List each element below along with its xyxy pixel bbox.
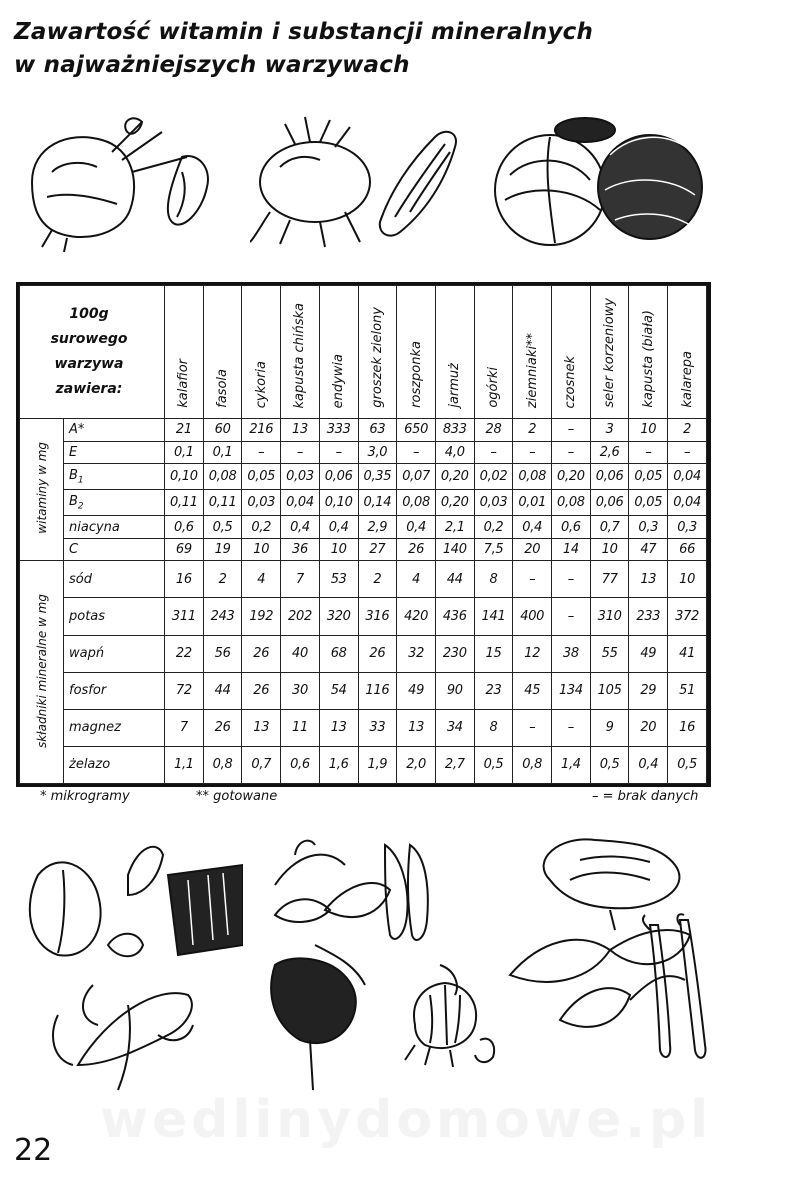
table-cell: 2,0: [397, 746, 436, 783]
table-row: [20, 464, 707, 490]
title-line-1: Zawartość witamin i substancji mineralnych: [14, 19, 594, 45]
table-cell: –: [513, 561, 552, 598]
table-cell: 0,2: [474, 516, 513, 539]
table-row: [20, 746, 707, 783]
table-header-row: [20, 286, 707, 419]
column-header-label: roszponka: [408, 341, 424, 408]
table-cell: 53: [319, 561, 358, 598]
nutrient-name: [64, 516, 165, 539]
table-cell: 2,9: [358, 516, 397, 539]
table-cell: 0,03: [474, 490, 513, 516]
table-cell: 10: [242, 538, 281, 561]
table-cell: 69: [165, 538, 204, 561]
table-row: [20, 516, 707, 539]
table-cell: 16: [668, 709, 707, 746]
column-header: [629, 286, 668, 419]
table-row: [20, 490, 707, 516]
nutrient-name-text: B: [69, 467, 78, 483]
nutrient-name: [64, 419, 165, 442]
table-cell: 2: [668, 419, 707, 442]
table-cell: 0,04: [668, 490, 707, 516]
table-cell: 0,35: [358, 464, 397, 490]
footnote-micrograms: * mikrogramy: [40, 789, 130, 804]
table-cell: 11: [281, 709, 320, 746]
table-cell: 30: [281, 672, 320, 709]
celeriac-illustration: [250, 112, 470, 252]
table-cell: 16: [165, 561, 204, 598]
table-cell: 26: [242, 672, 281, 709]
table-cell: 22: [165, 635, 204, 672]
table-cell: 10: [590, 538, 629, 561]
title-line-2: w najważniejszych warzywach: [14, 52, 410, 78]
table-cell: 0,05: [629, 464, 668, 490]
table-cell: 3,0: [358, 441, 397, 464]
corner-line-3: warzywa: [54, 356, 124, 372]
table-cell: 0,06: [590, 490, 629, 516]
table-cell: 0,04: [668, 464, 707, 490]
table-cell: 13: [281, 419, 320, 442]
table-cell: –: [319, 441, 358, 464]
table-cell: 0,05: [629, 490, 668, 516]
column-header-label: kalarepa: [679, 351, 695, 408]
table-cell: 13: [629, 561, 668, 598]
table-cell: –: [513, 441, 552, 464]
table-cell: –: [397, 441, 436, 464]
page-title: [14, 16, 593, 82]
table-cell: 7,5: [474, 538, 513, 561]
footnote-no-data: – = brak danych: [592, 789, 699, 804]
table-cell: 20: [629, 709, 668, 746]
table-cell: 44: [435, 561, 474, 598]
table-cell: 13: [242, 709, 281, 746]
table-cell: 77: [590, 561, 629, 598]
table-cell: 105: [590, 672, 629, 709]
table-cell: 2: [203, 561, 242, 598]
table-cell: 0,03: [242, 490, 281, 516]
column-header-label: jarmuż: [447, 363, 463, 408]
table-cell: 0,1: [165, 441, 204, 464]
table-cell: 15: [474, 635, 513, 672]
table-row: [20, 561, 707, 598]
table-cell: 0,14: [358, 490, 397, 516]
table-cell: 0,4: [629, 746, 668, 783]
table-cell: 140: [435, 538, 474, 561]
column-header: [474, 286, 513, 419]
table-cell: 134: [552, 672, 591, 709]
nutrient-name: [64, 746, 165, 783]
nutrient-table: [16, 282, 711, 787]
table-cell: 1,4: [552, 746, 591, 783]
table-cell: 66: [668, 538, 707, 561]
column-header: [281, 286, 320, 419]
table-cell: 333: [319, 419, 358, 442]
table-cell: –: [552, 598, 591, 635]
column-header-label: fasola: [215, 369, 231, 408]
table-row: [20, 635, 707, 672]
table-cell: 72: [165, 672, 204, 709]
table-cell: 233: [629, 598, 668, 635]
page-number: 22: [14, 1133, 53, 1168]
table-cell: 10: [668, 561, 707, 598]
table-cell: –: [281, 441, 320, 464]
nutrient-name-text: B: [69, 493, 78, 509]
table-row: [20, 672, 707, 709]
table-cell: –: [552, 419, 591, 442]
table-cell: 0,7: [242, 746, 281, 783]
row-group-label-text: składniki mineralne w mg: [34, 593, 49, 748]
table-cell: 12: [513, 635, 552, 672]
table-cell: 0,8: [513, 746, 552, 783]
table-cell: 0,8: [203, 746, 242, 783]
table-cell: 243: [203, 598, 242, 635]
table-cell: 0,5: [203, 516, 242, 539]
table-cell: 54: [319, 672, 358, 709]
table-cell: 1,1: [165, 746, 204, 783]
table-cell: 28: [474, 419, 513, 442]
table-cell: 44: [203, 672, 242, 709]
table-cell: 0,10: [165, 464, 204, 490]
column-header-label: kalafior: [176, 359, 192, 408]
table-cell: 0,6: [552, 516, 591, 539]
table-cell: –: [668, 441, 707, 464]
column-header-label: ziemniaki**: [524, 332, 540, 408]
table-cell: 833: [435, 419, 474, 442]
table-cell: 0,3: [629, 516, 668, 539]
table-cell: 4,0: [435, 441, 474, 464]
table-cell: 32: [397, 635, 436, 672]
table-cell: –: [513, 709, 552, 746]
table-cell: 0,08: [203, 464, 242, 490]
kohlrabi-illustration: [22, 112, 227, 252]
table-cell: 36: [281, 538, 320, 561]
column-header-label: cykoria: [253, 360, 269, 408]
row-group-label: [20, 419, 64, 561]
table-cell: 34: [435, 709, 474, 746]
nutrient-name: [64, 598, 165, 635]
nutrient-name-text: sód: [69, 571, 92, 587]
table-cell: 26: [242, 635, 281, 672]
nutrient-name-text: E: [69, 444, 78, 460]
row-group-label-text: witaminy w mg: [34, 442, 49, 535]
table-cell: 41: [668, 635, 707, 672]
table-cell: 2: [358, 561, 397, 598]
cabbage-illustration: [490, 115, 710, 250]
table-cell: 27: [358, 538, 397, 561]
nutrient-name-text: niacyna: [69, 519, 120, 535]
column-header: [358, 286, 397, 419]
column-header: [435, 286, 474, 419]
row-group-label: [20, 561, 64, 784]
table-cell: 650: [397, 419, 436, 442]
table-cell: 2: [513, 419, 552, 442]
table-cell: 63: [358, 419, 397, 442]
table-cell: 310: [590, 598, 629, 635]
nutrient-subscript: 2: [77, 501, 84, 512]
peas-kale-garlic-illustration: [255, 825, 500, 1095]
column-header: [165, 286, 204, 419]
nutrient-name: [64, 464, 165, 490]
table-cell: 0,08: [552, 490, 591, 516]
table-cell: 10: [319, 538, 358, 561]
column-header-label: kapusta chińska: [292, 302, 308, 408]
nutrient-name: [64, 561, 165, 598]
table-cell: 49: [397, 672, 436, 709]
table-cell: 26: [397, 538, 436, 561]
footnote-cooked: ** gotowane: [196, 789, 278, 804]
column-header: [668, 286, 707, 419]
table-cell: 230: [435, 635, 474, 672]
corner-line-4: zawiera:: [55, 381, 123, 397]
table-cell: 14: [552, 538, 591, 561]
table-cell: 0,10: [319, 490, 358, 516]
table-cell: 0,03: [281, 464, 320, 490]
column-header: [203, 286, 242, 419]
table-cell: 40: [281, 635, 320, 672]
table-cell: 192: [242, 598, 281, 635]
table-cell: 3: [590, 419, 629, 442]
table-cell: 4: [242, 561, 281, 598]
table-cell: 0,4: [397, 516, 436, 539]
table-cell: –: [242, 441, 281, 464]
corner-line-2: surowego: [50, 331, 128, 347]
table-cell: 0,08: [397, 490, 436, 516]
table-cell: 7: [281, 561, 320, 598]
table-cell: 26: [203, 709, 242, 746]
table-cell: –: [552, 709, 591, 746]
table-cell: 0,20: [552, 464, 591, 490]
table-cell: 311: [165, 598, 204, 635]
table-cell: 13: [319, 709, 358, 746]
table-row: [20, 709, 707, 746]
table-cell: –: [629, 441, 668, 464]
column-header-label: ogórki: [485, 367, 501, 408]
table-cell: 202: [281, 598, 320, 635]
table-cell: 49: [629, 635, 668, 672]
nutrient-name-text: A*: [69, 422, 85, 438]
table-cell: 4: [397, 561, 436, 598]
table-cell: 2,6: [590, 441, 629, 464]
nutrient-name: [64, 490, 165, 516]
column-header: [590, 286, 629, 419]
table-row: [20, 441, 707, 464]
nutrient-name-text: potas: [69, 609, 106, 624]
column-header: [513, 286, 552, 419]
table-cell: 8: [474, 561, 513, 598]
column-header: [242, 286, 281, 419]
table-cell: 9: [590, 709, 629, 746]
table-cell: 0,08: [513, 464, 552, 490]
nutrient-name-text: wapń: [69, 646, 105, 662]
table-cell: 1,6: [319, 746, 358, 783]
column-header: [397, 286, 436, 419]
table-cell: 0,01: [513, 490, 552, 516]
table-cell: 0,02: [474, 464, 513, 490]
table-row: [20, 419, 707, 442]
table-corner-label: [20, 286, 165, 419]
table-cell: 10: [629, 419, 668, 442]
table-cell: 0,3: [668, 516, 707, 539]
table-cell: 29: [629, 672, 668, 709]
table-row: [20, 598, 707, 635]
table-cell: 90: [435, 672, 474, 709]
nutrient-name: [64, 672, 165, 709]
table-cell: 0,4: [281, 516, 320, 539]
table-cell: 0,5: [590, 746, 629, 783]
nutrient-name: [64, 709, 165, 746]
table-cell: 33: [358, 709, 397, 746]
table-cell: 0,05: [242, 464, 281, 490]
table-cell: 8: [474, 709, 513, 746]
table-cell: 56: [203, 635, 242, 672]
column-header-label: groszek zielony: [369, 307, 385, 408]
nutrient-name: [64, 538, 165, 561]
lettuce-beans-illustration: [500, 820, 715, 1070]
table-cell: 0,06: [319, 464, 358, 490]
nutrient-subscript: 1: [77, 475, 84, 486]
table-cell: 13: [397, 709, 436, 746]
table-cell: 26: [358, 635, 397, 672]
table-cell: –: [552, 561, 591, 598]
table-cell: 0,1: [203, 441, 242, 464]
column-header-label: czosnek: [563, 355, 579, 408]
table-cell: 0,20: [435, 464, 474, 490]
table-cell: 0,11: [165, 490, 204, 516]
table-cell: 320: [319, 598, 358, 635]
table-cell: –: [552, 441, 591, 464]
table-cell: 0,07: [397, 464, 436, 490]
table-cell: 2,1: [435, 516, 474, 539]
column-header: [319, 286, 358, 419]
nutrient-name-text: magnez: [69, 720, 121, 736]
table-cell: 2,7: [435, 746, 474, 783]
endive-cucumber-illustration: [18, 835, 243, 1100]
table-cell: 116: [358, 672, 397, 709]
table-cell: 38: [552, 635, 591, 672]
nutrient-name-text: żelazo: [69, 757, 111, 773]
table-cell: 47: [629, 538, 668, 561]
nutrient-name: [64, 441, 165, 464]
table-cell: 20: [513, 538, 552, 561]
column-header: [552, 286, 591, 419]
table-cell: 0,06: [590, 464, 629, 490]
table-cell: 0,5: [474, 746, 513, 783]
table-cell: 45: [513, 672, 552, 709]
table-cell: 0,4: [319, 516, 358, 539]
table-cell: 0,20: [435, 490, 474, 516]
table-cell: 19: [203, 538, 242, 561]
table-cell: 1,9: [358, 746, 397, 783]
watermark: wedlinydomowe.pl: [100, 1090, 713, 1150]
table-cell: 68: [319, 635, 358, 672]
table-row: [20, 538, 707, 561]
table-cell: 21: [165, 419, 204, 442]
table-cell: 436: [435, 598, 474, 635]
column-header-label: endywia: [331, 353, 347, 408]
column-header-label: kapusta (biała): [640, 310, 656, 408]
table-cell: 0,04: [281, 490, 320, 516]
table-cell: 372: [668, 598, 707, 635]
nutrient-name: [64, 635, 165, 672]
table-cell: 141: [474, 598, 513, 635]
table-cell: –: [474, 441, 513, 464]
table-cell: 0,6: [281, 746, 320, 783]
nutrient-name-text: fosfor: [69, 683, 107, 699]
table-cell: 23: [474, 672, 513, 709]
table-cell: 0,5: [668, 746, 707, 783]
table-cell: 216: [242, 419, 281, 442]
table-cell: 400: [513, 598, 552, 635]
table-cell: 0,6: [165, 516, 204, 539]
table-cell: 0,4: [513, 516, 552, 539]
table-cell: 60: [203, 419, 242, 442]
column-header-label: seler korzeniowy: [602, 298, 618, 408]
table-cell: 420: [397, 598, 436, 635]
table-cell: 55: [590, 635, 629, 672]
table-cell: 0,11: [203, 490, 242, 516]
table-cell: 7: [165, 709, 204, 746]
corner-line-1: 100g: [69, 306, 109, 322]
table-cell: 51: [668, 672, 707, 709]
nutrient-name-text: C: [69, 542, 79, 558]
table-cell: 0,7: [590, 516, 629, 539]
table-cell: 316: [358, 598, 397, 635]
table-cell: 0,2: [242, 516, 281, 539]
